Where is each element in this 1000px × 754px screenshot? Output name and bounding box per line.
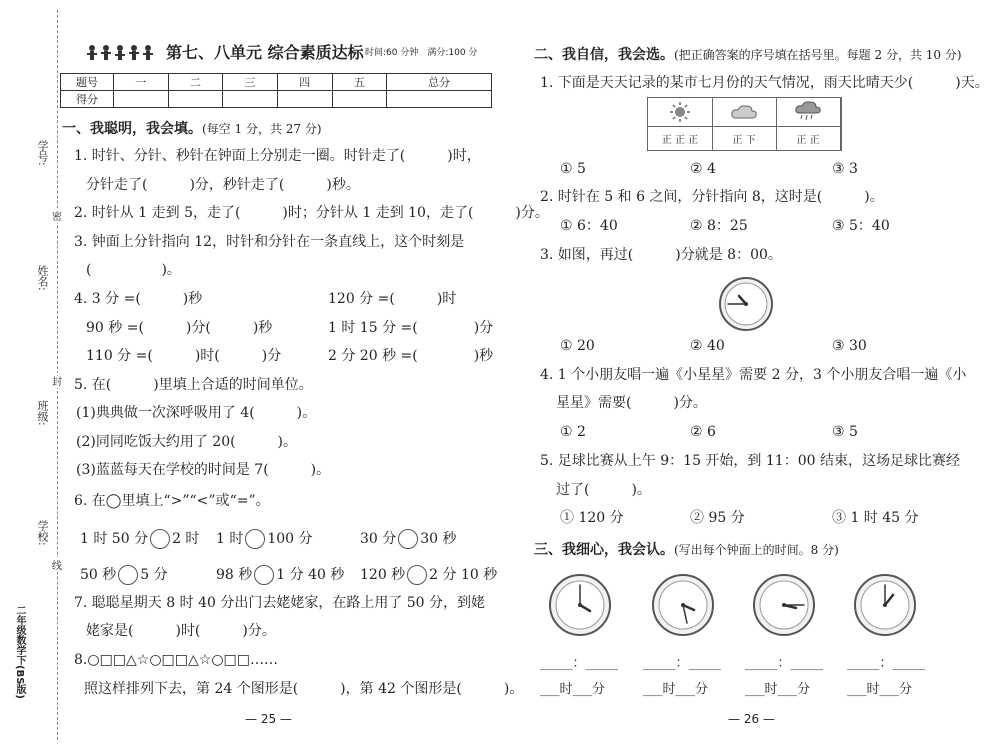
score-table-header: 三 bbox=[223, 74, 278, 91]
s2-q1: 1. 下面是天天记录的某市七月份的天气情况，雨天比晴天少( )天。 bbox=[540, 75, 989, 91]
q5-item: (1)典典做一次深呼吸用了 4( )。 bbox=[76, 405, 317, 421]
margin-label-class: 班级: bbox=[36, 400, 49, 426]
q7-line1: 7. 聪聪星期天 8 时 40 分出门去姥姥家，在路上用了 50 分，到姥 bbox=[74, 595, 486, 611]
time-answer-digital[interactable]: _____：_____ bbox=[745, 656, 824, 671]
compare-item: 30 分 30 秒 bbox=[360, 531, 457, 547]
s2-q4-option[interactable]: ② 6 bbox=[690, 424, 716, 440]
score-cell[interactable] bbox=[387, 91, 492, 108]
s2-q2-option[interactable]: ① 6：40 bbox=[560, 218, 618, 234]
rain-icon bbox=[794, 101, 822, 123]
compare-circle[interactable] bbox=[254, 565, 274, 585]
time-answer-words[interactable]: ___时___分 bbox=[643, 682, 709, 697]
compare-circle[interactable] bbox=[150, 529, 170, 549]
compare-item: 1 时 50 分 2 时 bbox=[80, 531, 200, 547]
s2-q3-option[interactable]: ③ 30 bbox=[832, 338, 867, 354]
compare-item: 1 时 100 分 bbox=[216, 531, 313, 547]
q2: 2. 时针从 1 走到 5，走了( )时；分针从 1 走到 10，走了( )分。 bbox=[74, 205, 549, 221]
score-cell[interactable] bbox=[114, 91, 169, 108]
weather-cell-rainy bbox=[776, 98, 841, 150]
section3-heading: 三、我细心，我会认。(写出每个钟面上的时间。8 分) bbox=[534, 542, 839, 558]
s2-q2-option[interactable]: ② 8：25 bbox=[690, 218, 748, 234]
section2-heading: 二、我自信，我会选。(把正确答案的序号填在括号里。每题 2 分，共 10 分) bbox=[534, 47, 962, 63]
score-cell[interactable] bbox=[168, 91, 223, 108]
section3-note: (写出每个钟面上的时间。8 分) bbox=[674, 543, 839, 557]
compare-circle[interactable] bbox=[118, 565, 138, 585]
q8-line2: 照这样排列下去，第 24 个图形是( )，第 42 个图形是( )。 bbox=[84, 681, 524, 697]
sun-icon bbox=[670, 102, 690, 122]
margin-mark-seal: 密 bbox=[52, 208, 62, 223]
time-answer-words[interactable]: ___时___分 bbox=[745, 682, 811, 697]
compare-circle[interactable] bbox=[245, 529, 265, 549]
q3-line2: ( )。 bbox=[86, 262, 181, 278]
s2-q1-option[interactable]: ③ 3 bbox=[832, 161, 858, 177]
score-cell[interactable] bbox=[277, 91, 332, 108]
score-cell[interactable] bbox=[223, 91, 278, 108]
clock-face-icon bbox=[752, 573, 816, 637]
weather-cell-cloudy bbox=[712, 98, 777, 150]
clock-face-icon bbox=[548, 573, 612, 637]
time-answer-digital[interactable]: _____：_____ bbox=[643, 656, 722, 671]
clock-face-icon bbox=[853, 573, 917, 637]
spine-text: 二年级数学下(BS版) bbox=[14, 605, 25, 699]
compare-circle[interactable] bbox=[398, 529, 418, 549]
page-title: 第七、八单元 综合素质达标 bbox=[166, 43, 364, 62]
q1-line2: 分针走了( )分，秒针走了( )秒。 bbox=[86, 177, 360, 193]
time-answer-digital[interactable]: _____：_____ bbox=[540, 656, 619, 671]
q6: 6. 在◯里填上“>”“<”或“=”。 bbox=[74, 493, 270, 509]
section1-heading: 一、我聪明，我会填。(每空 1 分，共 27 分) bbox=[62, 121, 322, 137]
score-table-row-label: 得分 bbox=[61, 91, 114, 108]
s2-q2: 2. 时针在 5 和 6 之间，分针指向 8，这时是( )。 bbox=[540, 189, 884, 205]
score-table-header: 四 bbox=[277, 74, 332, 91]
margin-mark-line: 线 bbox=[52, 557, 62, 572]
q1-line1: 1. 时针、分针、秒针在钟面上分别走一圈。时针走了( )时， bbox=[74, 148, 481, 164]
q4-item: 4. 3 分 =( )秒 bbox=[74, 291, 203, 307]
s2-q4-option[interactable]: ③ 5 bbox=[832, 424, 858, 440]
margin-label-student-number: 学号: bbox=[36, 140, 49, 166]
q4-item: 120 分 =( )时 bbox=[328, 291, 457, 307]
weather-table bbox=[647, 97, 842, 151]
q5: 5. 在( )里填上合适的时间单位。 bbox=[74, 377, 313, 393]
time-answer-words[interactable]: ___时___分 bbox=[847, 682, 913, 697]
clock-face-icon bbox=[651, 573, 715, 637]
score-table-header: 五 bbox=[332, 74, 387, 91]
q5-item: (3)蓝蓝每天在学校的时间是 7( )。 bbox=[76, 462, 331, 478]
s2-q3-option[interactable]: ② 40 bbox=[690, 338, 725, 354]
q3-line1: 3. 钟面上分针指向 12，时针和分针在一条直线上，这个时刻是 bbox=[74, 234, 465, 250]
s2-q5-option[interactable]: ② 95 分 bbox=[690, 510, 745, 526]
weather-cell-sunny bbox=[648, 98, 713, 150]
q4-item: 2 分 20 秒 =( )秒 bbox=[328, 348, 494, 364]
time-answer-words[interactable]: ___时___分 bbox=[540, 682, 606, 697]
q4-item: 1 时 15 分 =( )分 bbox=[328, 320, 494, 336]
weather-tally: 正 正 正 bbox=[661, 135, 699, 146]
section1-note: (每空 1 分，共 27 分) bbox=[202, 122, 322, 136]
exam-meta: 时间:60 分钟 满分:100 分 bbox=[365, 48, 478, 58]
page-number-right: — 26 — bbox=[728, 712, 775, 726]
s2-q5-line1: 5. 足球比赛从上午 9：15 开始，到 11：00 结束，这场足球比赛经 bbox=[540, 453, 960, 469]
s2-q1-option[interactable]: ② 4 bbox=[690, 161, 716, 177]
clock-face-icon bbox=[718, 276, 774, 332]
margin-label-school: 学校: bbox=[36, 520, 49, 546]
s2-q5-line2: 过了( )。 bbox=[556, 482, 651, 498]
weather-tally: 正 下 bbox=[732, 135, 756, 146]
compare-item: 120 秒 2 分 10 秒 bbox=[360, 567, 498, 583]
s2-q1-option[interactable]: ① 5 bbox=[560, 161, 586, 177]
compare-circle[interactable] bbox=[407, 565, 427, 585]
q4-item: 110 分 =( )时( )分 bbox=[86, 348, 282, 364]
s2-q5-option[interactable]: ① 120 分 bbox=[560, 510, 624, 526]
q7-line2: 姥家是( )时( )分。 bbox=[86, 623, 276, 639]
margin-mark-fold: 封 bbox=[52, 373, 62, 388]
time-answer-digital[interactable]: _____：_____ bbox=[847, 656, 926, 671]
q4-item: 90 秒 =( )分( )秒 bbox=[86, 320, 273, 336]
score-table-header: 总分 bbox=[387, 74, 492, 91]
score-table-header: 一 bbox=[114, 74, 169, 91]
s2-q3-option[interactable]: ① 20 bbox=[560, 338, 595, 354]
compare-item: 98 秒 1 分 40 秒 bbox=[216, 567, 345, 583]
s2-q4-option[interactable]: ① 2 bbox=[560, 424, 586, 440]
q5-item: (2)同同吃饭大约用了 20( )。 bbox=[76, 434, 298, 450]
score-table-header: 二 bbox=[168, 74, 223, 91]
page-number-left: — 25 — bbox=[245, 712, 292, 726]
q8-line1: 8.○□□△☆○□□△☆○□□…… bbox=[74, 652, 279, 668]
weather-tally: 正 正 bbox=[796, 135, 820, 146]
s2-q5-option[interactable]: ③ 1 时 45 分 bbox=[832, 510, 919, 526]
s2-q3: 3. 如图，再过( )分就是 8：00。 bbox=[540, 247, 782, 263]
score-cell[interactable] bbox=[332, 91, 387, 108]
s2-q2-option[interactable]: ③ 5：40 bbox=[832, 218, 890, 234]
section2-note: (把正确答案的序号填在括号里。每题 2 分，共 10 分) bbox=[674, 48, 962, 62]
s2-q4-line1: 4. 1 个小朋友唱一遍《小星星》需要 2 分，3 个小朋友合唱一遍《小 bbox=[540, 367, 967, 383]
compare-item: 50 秒 5 分 bbox=[80, 567, 168, 583]
children-logo-icon bbox=[86, 44, 156, 66]
s2-q4-line2: 星星》需要( )分。 bbox=[556, 395, 707, 411]
score-table-header: 题号 bbox=[61, 74, 114, 91]
margin-label-name: 姓名: bbox=[36, 265, 49, 291]
score-table bbox=[60, 73, 492, 108]
cloud-icon bbox=[730, 104, 758, 120]
